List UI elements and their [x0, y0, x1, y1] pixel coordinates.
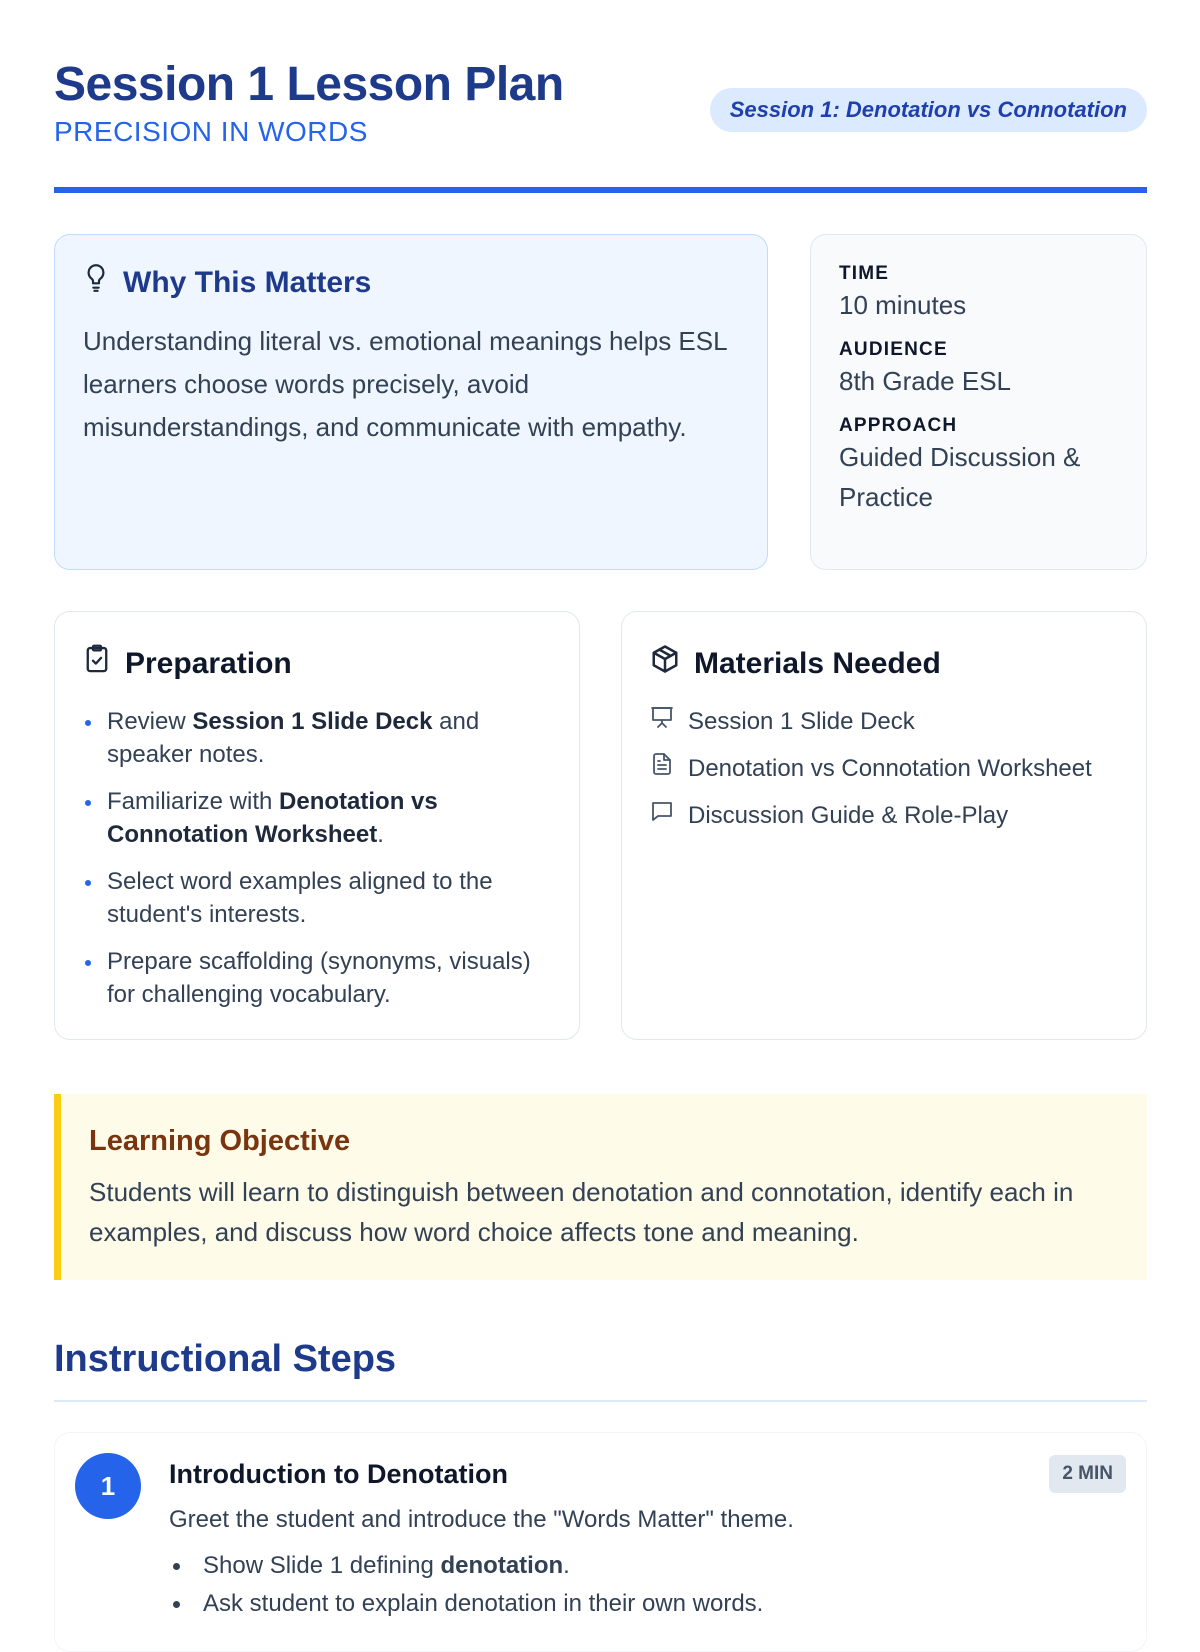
step-duration-badge: 2 MIN: [1049, 1455, 1126, 1493]
why-card-body: Understanding literal vs. emotional meanings helps ESL learners choose words precisely, avoid misunderstandings, and communicate with empathy.: [83, 326, 727, 442]
materials-list: [650, 705, 1118, 832]
why-this-matters-card: [54, 234, 768, 570]
why-card-heading: [83, 263, 739, 302]
materials-title: Materials Needed: [694, 646, 941, 680]
audience-label: AUDIENCE: [839, 339, 948, 360]
page-header: [54, 58, 1147, 148]
steps-divider: [54, 1400, 1147, 1402]
why-card-title: Why This Matters: [123, 265, 372, 299]
list-item: Show Slide 1 defining denotation.: [169, 1549, 763, 1583]
list-item: Denotation vs Connotation Worksheet: [650, 752, 1118, 785]
preparation-list: [83, 705, 551, 1011]
list-item: Select word examples aligned to the student's interests.: [83, 865, 551, 931]
preparation-heading: [83, 644, 551, 683]
objective-title: Learning Objective: [89, 1125, 351, 1157]
materials-card: [621, 611, 1147, 1040]
presentation-icon: [650, 705, 674, 738]
header-divider: [54, 187, 1147, 193]
list-item: Session 1 Slide Deck: [650, 705, 1118, 738]
approach-value: Guided Discussion & Practice: [839, 442, 1081, 512]
list-item: Review Session 1 Slide Deck and speaker notes.: [83, 705, 551, 771]
clipboard-check-icon: [83, 644, 111, 683]
package-icon: [650, 644, 680, 683]
materials-heading: [650, 644, 1118, 683]
learning-objective: [54, 1094, 1147, 1280]
session-badge: Session 1: Denotation vs Connotation: [710, 88, 1147, 132]
step-description: Greet the student and introduce the "Words Matter" theme.: [169, 1506, 794, 1533]
step-card: [54, 1432, 1147, 1652]
time-value: 10 minutes: [839, 290, 967, 320]
lesson-meta-card: [810, 234, 1147, 570]
list-item: Familiarize with Denotation vs Connotation Worksheet.: [83, 785, 551, 851]
document-icon: [650, 752, 674, 785]
step-bullets: [169, 1549, 763, 1625]
audience-value: 8th Grade ESL: [839, 366, 1011, 396]
chat-bubble-icon: [650, 799, 674, 832]
preparation-title: Preparation: [125, 646, 292, 680]
list-item: Discussion Guide & Role-Play: [650, 799, 1118, 832]
time-label: TIME: [839, 263, 890, 284]
page-subtitle: PRECISION IN WORDS: [54, 116, 368, 147]
lightbulb-icon: [83, 263, 109, 302]
list-item: Ask student to explain denotation in their own words.: [169, 1587, 763, 1621]
approach-label: APPROACH: [839, 415, 958, 436]
steps-heading: Instructional Steps: [54, 1338, 397, 1380]
page-title: Session 1 Lesson Plan: [54, 58, 564, 111]
step-number: 1: [75, 1453, 141, 1519]
list-item: Prepare scaffolding (synonyms, visuals) for challenging vocabulary.: [83, 945, 551, 1011]
step-title: Introduction to Denotation: [169, 1459, 508, 1489]
preparation-card: [54, 611, 580, 1040]
objective-body: Students will learn to distinguish between denotation and connotation, identify each in examples, and discuss how word choice affects tone and meaning.: [89, 1177, 1074, 1247]
